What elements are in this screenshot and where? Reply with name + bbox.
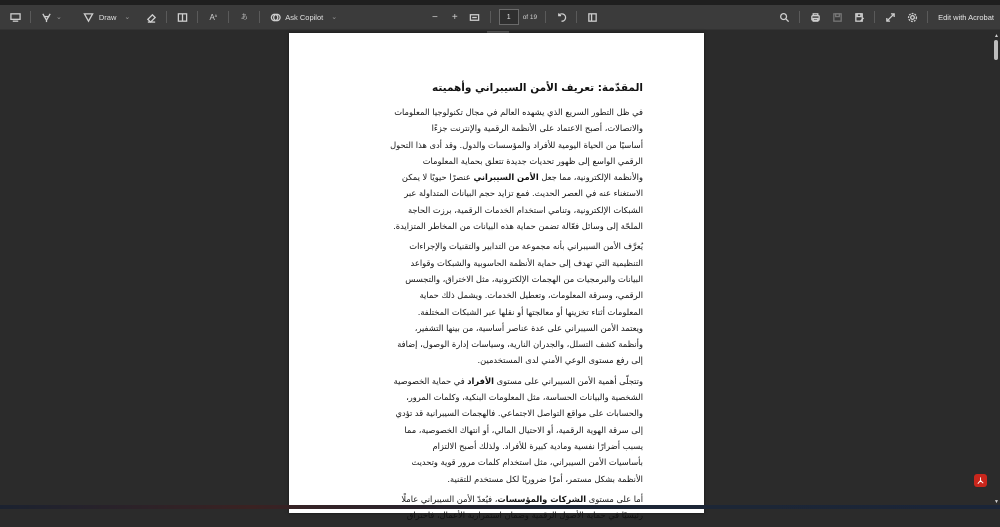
separator <box>228 11 229 23</box>
paragraph-3 <box>343 373 643 487</box>
text-line: الشبكات الإلكترونية، وتنامي استخدام الخدمات الرقمية، برزت الحاجة <box>407 204 643 215</box>
text-line: رئيسيًا في حماية الأصول الرقمية وضمان استمرارية الأعمال، فاختراق <box>406 510 643 521</box>
read-aloud-button[interactable] <box>202 7 224 27</box>
plus-icon: + <box>451 11 458 23</box>
fullscreen-button[interactable] <box>879 7 901 27</box>
eraser-icon <box>144 10 158 24</box>
text-line: المعلومات أثناء تخزينها أو معالجتها أو نقلها عبر الشبكات المختلفة. <box>417 306 643 317</box>
translate-button[interactable] <box>233 7 255 27</box>
chevron-down-icon[interactable]: ⌄ <box>331 14 338 21</box>
vertical-scrollbar[interactable] <box>992 31 1000 505</box>
text-line: بأساسيات الأمن السيبراني، مثل استخدام كلمات مرور قوية وتحديث <box>411 457 643 468</box>
text-line: الرقمي، وسرقة المعلومات، وتعطيل الخدمات. ويشمل ذلك حماية <box>419 290 643 301</box>
page-count-label: of 19 <box>522 13 538 21</box>
text-line: أما على مستوى الشركات والمؤسسات، فيُعدّ الأمن السيبراني عاملًا <box>401 493 643 504</box>
paragraph-1 <box>343 104 643 234</box>
zoom-out-button[interactable] <box>428 7 442 27</box>
pen-icon <box>82 10 96 24</box>
separator <box>545 11 546 23</box>
separator <box>576 11 577 23</box>
settings-button[interactable] <box>901 7 923 27</box>
text-line: الشخصية والبيانات الحساسة، مثل المعلومات البنكية، وكلمات المرور، <box>406 392 643 403</box>
text-line: إلى سرقة الهوية الرقمية، أو الاحتيال المالي، أو انتهاك الخصوصية، مما <box>404 424 643 435</box>
bold-phrase: الأمن السيبراني <box>473 172 539 183</box>
text-line: الاستغناء عنه في العصر الحديث. فمع تزايد حجم البيانات المتداولة عبر <box>404 188 643 199</box>
scroll-up-arrow-icon[interactable]: ▲ <box>994 33 999 39</box>
thumbnail-panel-icon <box>8 10 22 24</box>
view-mode-button[interactable] <box>171 7 193 27</box>
copilot-icon <box>268 10 282 24</box>
rotate-button[interactable] <box>550 7 572 27</box>
page-view-icon <box>585 10 599 24</box>
separator <box>30 11 31 23</box>
sidebar-toggle-button[interactable] <box>4 7 26 27</box>
separator <box>799 11 800 23</box>
text-line: البيانات والبرمجيات من الهجمات الإلكترونية، مثل الاختراق، والتجسس <box>405 273 643 284</box>
separator <box>490 11 491 23</box>
pdf-page <box>289 33 704 521</box>
translate-icon: あ <box>240 14 248 21</box>
fit-to-page-button[interactable] <box>464 7 486 27</box>
page-view-button[interactable] <box>581 7 603 27</box>
bold-phrase: الأفراد <box>467 375 495 386</box>
minus-icon: − <box>432 11 438 23</box>
pdf-toolbar <box>0 5 1000 30</box>
text-line: والأنظمة الإلكترونية، مما جعل الأمن السيبراني عنصرًا حيويًا لا يمكن <box>401 172 643 183</box>
text-line: في ظل التطور السريع الذي يشهده العالم في مجال تكنولوجيا المعلومات <box>394 107 643 117</box>
search-icon <box>777 10 791 24</box>
page-heading: المقدّمة: تعريف الأمن السيبراني وأهميته <box>432 82 643 94</box>
save-icon <box>830 10 844 24</box>
separator <box>197 11 198 23</box>
print-button[interactable] <box>804 7 826 27</box>
separator <box>259 11 260 23</box>
text-line: يسبب أضرارًا نفسية ومادية كبيرة للأفراد. ولذلك أصبح الالتزام <box>432 440 643 451</box>
bold-phrase: الشركات والمؤسسات <box>497 493 587 504</box>
scrollbar-thumb[interactable] <box>994 40 998 60</box>
page-content <box>343 82 643 527</box>
search-button[interactable] <box>773 7 795 27</box>
separator <box>874 11 875 23</box>
separator <box>166 11 167 23</box>
taskbar-strip <box>0 505 1000 509</box>
chevron-down-icon[interactable]: ⌄ <box>56 14 62 21</box>
acrobat-logo-icon <box>976 476 985 485</box>
erase-tool-button[interactable] <box>140 7 162 27</box>
text-line: وأنظمة كشف التسلل، والجدران النارية، وسياسات إدارة الوصول، إضافة <box>397 339 643 350</box>
acrobat-floating-button[interactable] <box>974 474 987 487</box>
text-line: أساسيًا من الحياة اليومية للأفراد والمؤسسات والدول. وقد أدى هذا التحول <box>390 139 643 150</box>
text-line: ويعتمد الأمن السيبراني على عدة عناصر أساسية، من بينها التشفير، <box>414 322 643 333</box>
text-line: الملحّة إلى وسائل فعّالة تضمن حماية هذه البيانات من المخاطر المتزايدة. <box>393 221 643 232</box>
separator <box>927 11 928 23</box>
fit-to-page-icon <box>468 10 482 24</box>
text-line: التنظيمية التي تهدف إلى حماية الأنظمة الحاسوبية والشبكات وقواعد <box>410 257 643 268</box>
text-line: الأنظمة بشكل مستمر، أمرًا ضروريًا لكل مستخدم للتقنية. <box>447 473 643 484</box>
highlight-tool-button[interactable] <box>35 7 66 27</box>
document-viewer[interactable] <box>0 31 1000 521</box>
rotate-icon <box>554 10 568 24</box>
draw-tool-button[interactable] <box>78 7 134 27</box>
paragraph-2 <box>343 238 643 368</box>
save-button[interactable] <box>826 7 848 27</box>
save-as-icon <box>852 10 866 24</box>
print-icon <box>808 10 822 24</box>
text-line: إلى رفع مستوى الوعي الأمني لدى المستخدمين. <box>477 355 643 366</box>
scroll-down-arrow-icon[interactable]: ▼ <box>994 499 999 505</box>
text-line: الرقمي الواسع إلى ظهور تحديات جديدة تتعلق بحماية المعلومات <box>422 155 643 166</box>
ask-copilot-button[interactable] <box>264 7 341 27</box>
save-as-button[interactable] <box>848 7 870 27</box>
chevron-down-icon[interactable]: ⌄ <box>124 14 131 21</box>
settings-icon <box>905 10 919 24</box>
text-line: والاتصالات، أصبح الاعتماد على الأنظمة الرقمية والإنترنت جزءًا <box>431 123 643 134</box>
toolbar-right <box>773 7 1000 27</box>
text-line: وتتجلّى أهمية الأمن السيبراني على مستوى الأفراد في حماية الخصوصية <box>393 375 643 386</box>
read-aloud-icon: A ᴬ <box>209 12 218 22</box>
page-number-input[interactable]: 1 <box>499 9 519 25</box>
edit-with-acrobat-button[interactable]: Edit with Acrobat <box>938 12 994 22</box>
highlighter-icon <box>39 10 53 24</box>
ask-copilot-label: Ask Copilot <box>285 12 324 22</box>
draw-label: Draw <box>98 12 117 22</box>
page-navigation <box>428 7 603 27</box>
two-page-view-icon <box>175 10 189 24</box>
fullscreen-icon <box>883 10 897 24</box>
text-line: يُعرَّف الأمن السيبراني بأنه مجموعة من التدابير والتقنيات والإجراءات <box>409 241 643 252</box>
text-line: والحسابات على مواقع التواصل الاجتماعي. فالهجمات السيبرانية قد تؤدي <box>395 408 643 419</box>
zoom-in-button[interactable] <box>448 7 462 27</box>
